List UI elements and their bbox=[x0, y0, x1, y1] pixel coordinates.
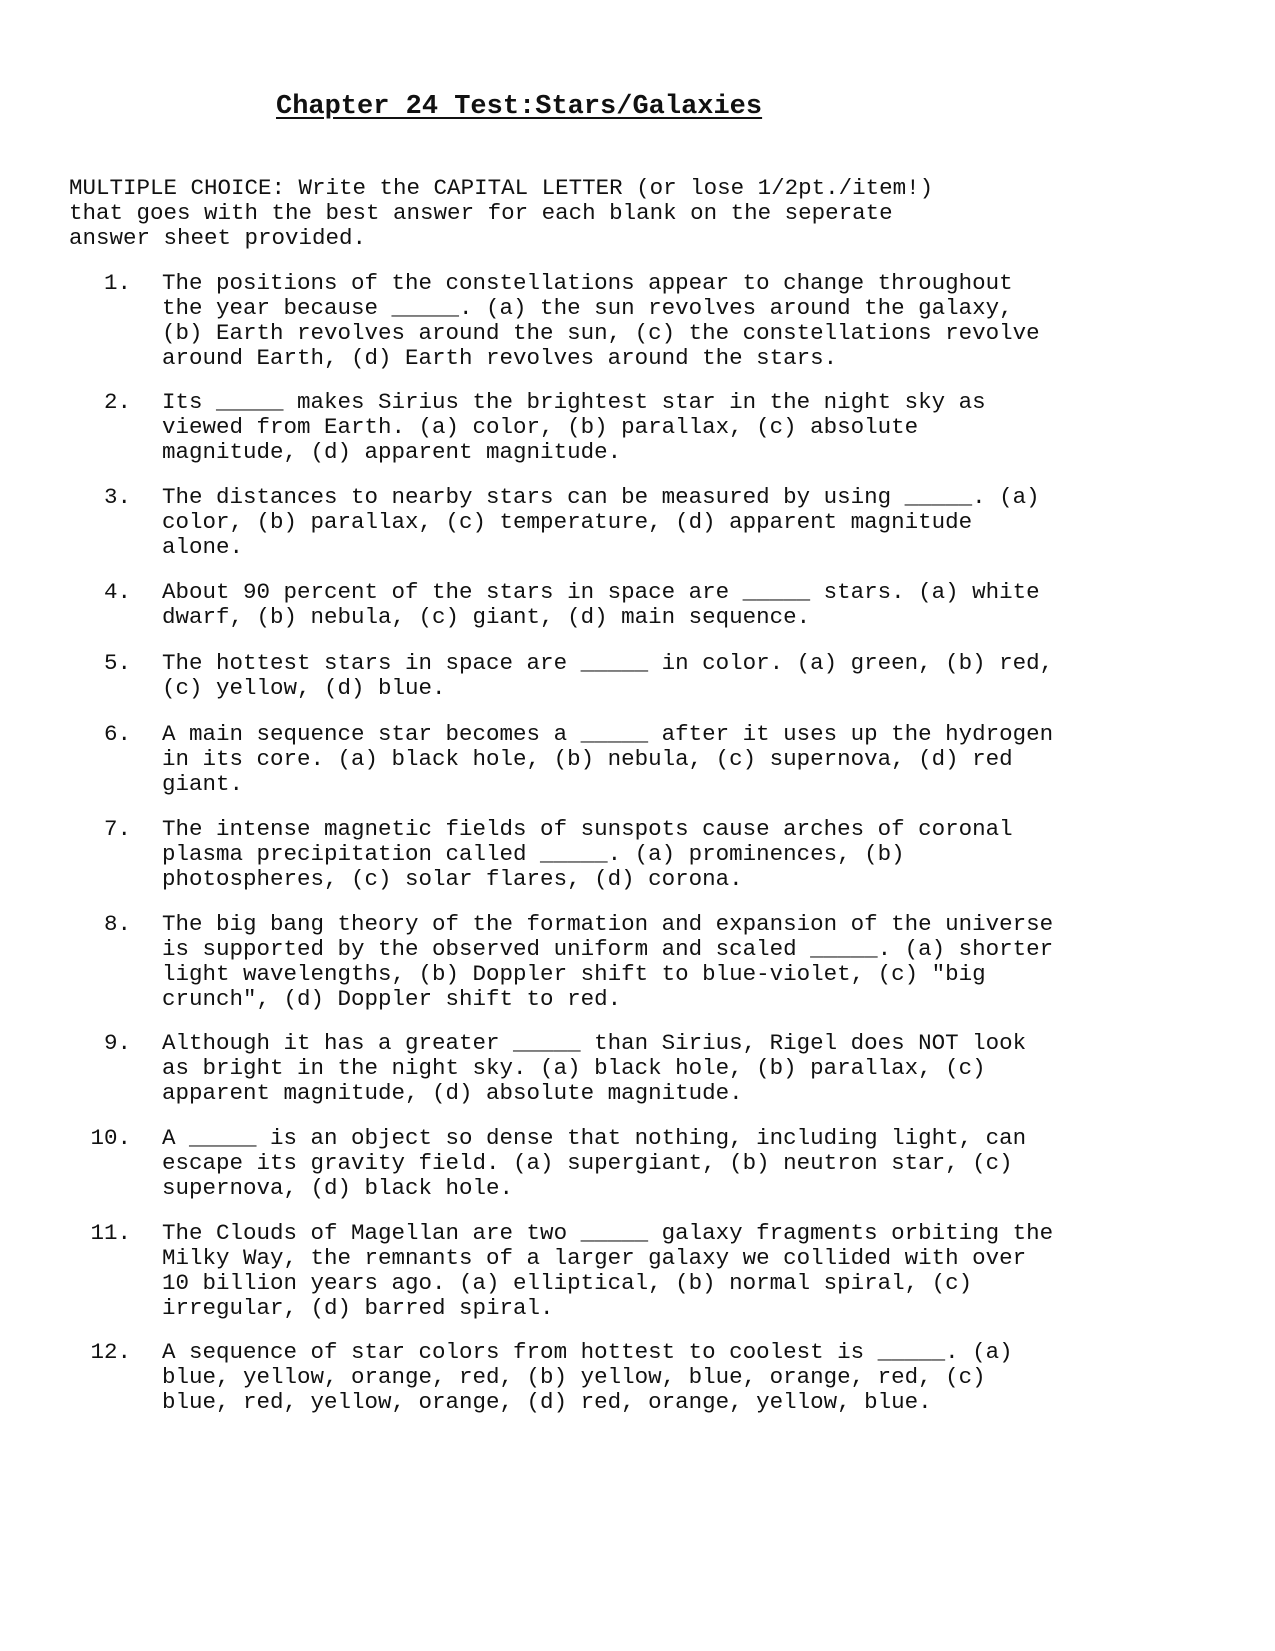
question-text: Its _____ makes Sirius the brightest star in the night sky as viewed from Earth. (a) color, (b) parallax, (c) absolute magnitude, (d) apparent magnitude. bbox=[162, 389, 986, 465]
question-number: 5. bbox=[103, 650, 131, 676]
question-text: The big bang theory of the formation and expansion of the universe is supported by the observed uniform and scaled _____. (a) shorter light wavelengths, (b) Doppler shift to blue-violet, (c) "big crunch", (d) Doppler shift to red. bbox=[162, 911, 1054, 1012]
question-text: The intense magnetic fields of sunspots cause arches of coronal plasma precipitation called _____. (a) prominences, (b) photospheres, (c) solar flares, (d) corona. bbox=[162, 816, 1013, 892]
question-text: The distances to nearby stars can be measured by using _____. (a) color, (b) parallax, (c) temperature, (d) apparent magnitude alone. bbox=[162, 484, 1040, 560]
question-number: 10. bbox=[90, 1125, 131, 1151]
question-number: 11. bbox=[90, 1220, 131, 1246]
page-title: Chapter 24 Test:Stars/Galaxies bbox=[276, 92, 763, 122]
question-number: 1. bbox=[103, 270, 131, 296]
question-number: 7. bbox=[103, 816, 131, 842]
question-number: 9. bbox=[103, 1030, 131, 1056]
question-number: 3. bbox=[103, 484, 131, 510]
question-text: A sequence of star colors from hottest to coolest is _____. (a) blue, yellow, orange, red, (b) yellow, blue, orange, red, (c) blue, red, yellow, orange, (d) red, orange, yellow, blue. bbox=[162, 1339, 1013, 1415]
question-number: 4. bbox=[103, 579, 131, 605]
question-number: 6. bbox=[103, 721, 131, 747]
instructions: MULTIPLE CHOICE: Write the CAPITAL LETTER (or lose 1/2pt./item!) that goes with the best answer for each blank on the seperate answer sheet provided. bbox=[69, 175, 934, 251]
question-text: The positions of the constellations appear to change throughout the year because _____. (a) the sun revolves around the galaxy, (b) Earth revolves around the sun, (c) the constellations revolve around Earth, (d) Earth revolves around the stars. bbox=[162, 270, 1040, 371]
question-text: A _____ is an object so dense that nothing, including light, can escape its gravity field. (a) supergiant, (b) neutron star, (c) supernova, (d) black hole. bbox=[162, 1125, 1027, 1201]
question-text: A main sequence star becomes a _____ after it uses up the hydrogen in its core. (a) black hole, (b) nebula, (c) supernova, (d) red giant. bbox=[162, 721, 1054, 797]
question-text: About 90 percent of the stars in space are _____ stars. (a) white dwarf, (b) nebula, (c) giant, (d) main sequence. bbox=[162, 579, 1040, 630]
question-number: 2. bbox=[103, 389, 131, 415]
question-text: The hottest stars in space are _____ in color. (a) green, (b) red, (c) yellow, (d) blue. bbox=[162, 650, 1054, 701]
question-number: 12. bbox=[90, 1339, 131, 1365]
question-text: The Clouds of Magellan are two _____ galaxy fragments orbiting the Milky Way, the remnants of a larger galaxy we collided with over 10 billion years ago. (a) elliptical, (b) normal spiral, (c) irregular, (d) barred spiral. bbox=[162, 1220, 1054, 1321]
question-number: 8. bbox=[103, 911, 131, 937]
question-text: Although it has a greater _____ than Sirius, Rigel does NOT look as bright in the night sky. (a) black hole, (b) parallax, (c) apparent magnitude, (d) absolute magnitude. bbox=[162, 1030, 1027, 1106]
